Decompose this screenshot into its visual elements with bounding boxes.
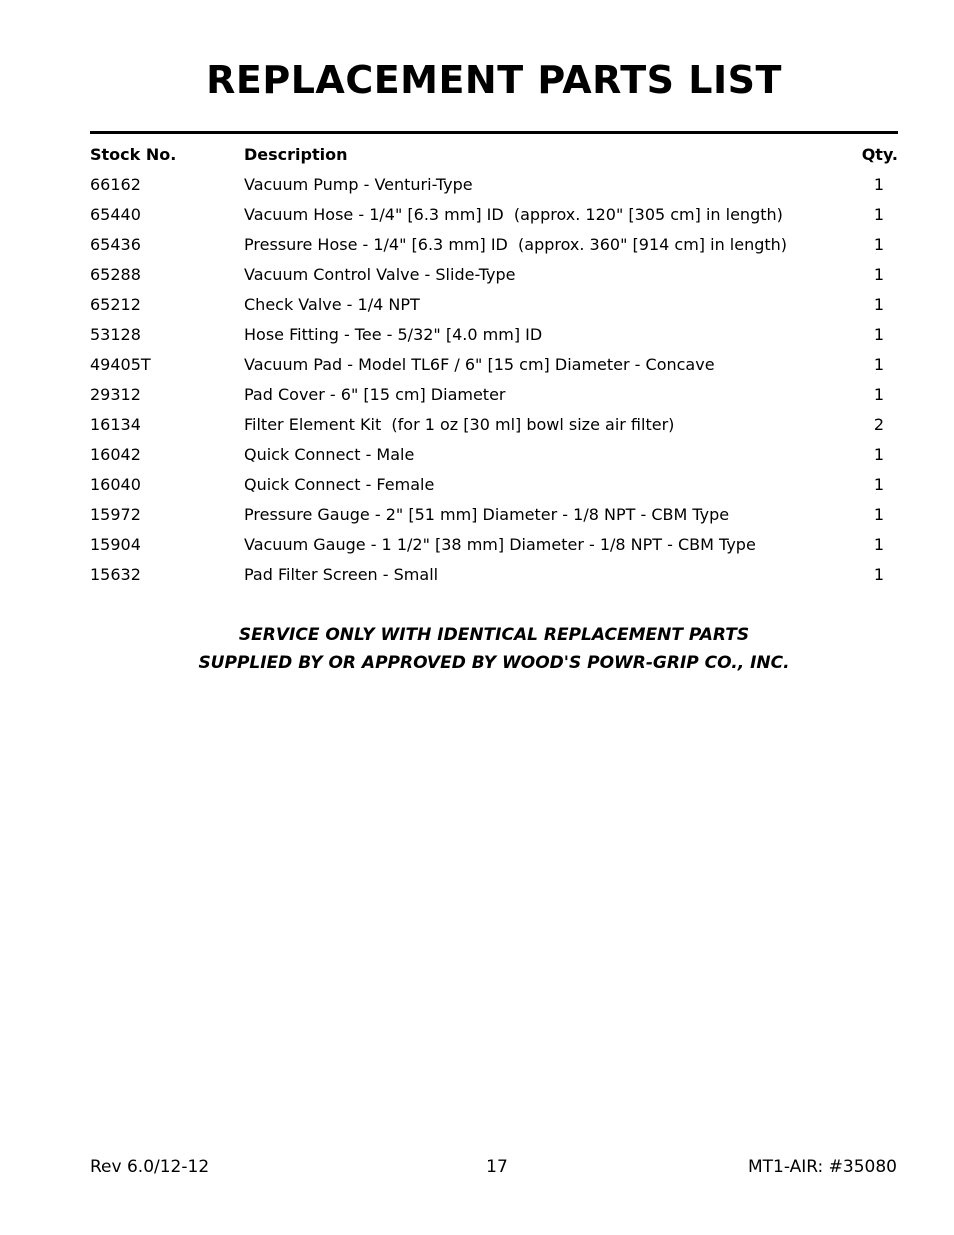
table-row [90,470,898,500]
parts-table [90,140,898,590]
stock-no-cell: 49405T [90,355,151,374]
description-cell: Pressure Hose - 1/4" [6.3 mm] ID (approx. 360" [914 cm] in length) [244,235,788,254]
qty-header: Qty. [861,145,898,164]
qty-cell: 1 [873,295,884,314]
table-row [90,200,898,230]
description-cell: Filter Element Kit (for 1 oz [30 ml] bowl size air filter) [244,415,675,434]
footer-revision: Rev 6.0/12-12 [90,1157,210,1177]
table-row [90,500,898,530]
table-row [90,410,898,440]
qty-cell: 1 [873,265,884,284]
description-cell: Pad Filter Screen - Small [244,565,439,584]
description-cell: Vacuum Control Valve - Slide-Type [244,265,516,284]
table-row [90,350,898,380]
description-cell: Quick Connect - Male [244,445,415,464]
table-row [90,260,898,290]
stock-no-cell: 15972 [90,505,141,524]
qty-cell: 1 [873,385,884,404]
description-cell: Quick Connect - Female [244,475,435,494]
service-notice-line-1: SERVICE ONLY WITH IDENTICAL REPLACEMENT PARTS [238,625,750,645]
page-title: REPLACEMENT PARTS LIST [206,58,782,102]
table-row [90,530,898,560]
qty-cell: 1 [873,355,884,374]
qty-cell: 1 [873,175,884,194]
table-row [90,320,898,350]
description-cell: Vacuum Pad - Model TL6F / 6" [15 cm] Diameter - Concave [244,355,715,374]
footer-model: MT1-AIR: #35080 [747,1157,897,1177]
table-row [90,380,898,410]
description-cell: Vacuum Gauge - 1 1/2" [38 mm] Diameter - 1/8 NPT - CBM Type [244,535,756,554]
header-rule [90,131,898,134]
stock-no-cell: 15632 [90,565,141,584]
qty-cell: 1 [873,445,884,464]
table-row [90,290,898,320]
description-cell: Vacuum Hose - 1/4" [6.3 mm] ID (approx. 120" [305 cm] in length) [244,205,783,224]
qty-cell: 1 [873,475,884,494]
table-body [90,170,898,590]
stock-no-cell: 65288 [90,265,141,284]
description-cell: Pad Cover - 6" [15 cm] Diameter [244,385,506,404]
stock-no-cell: 65440 [90,205,141,224]
table-row [90,440,898,470]
stock-no-cell: 65212 [90,295,141,314]
service-notice-line-2: SUPPLIED BY OR APPROVED BY WOOD'S POWR-GRIP CO., INC. [198,653,790,673]
qty-cell: 1 [873,535,884,554]
stock-no-cell: 65436 [90,235,141,254]
qty-cell: 1 [873,205,884,224]
table-header-row [90,140,898,170]
stock-no-cell: 16040 [90,475,141,494]
table-row [90,560,898,590]
stock-no-cell: 66162 [90,175,141,194]
footer-page-number: 17 [486,1157,508,1177]
table-row [90,170,898,200]
description-cell: Hose Fitting - Tee - 5/32" [4.0 mm] ID [244,325,543,344]
qty-cell: 1 [873,235,884,254]
stock-no-cell: 53128 [90,325,141,344]
description-cell: Check Valve - 1/4 NPT [244,295,420,314]
stock-no-cell: 16134 [90,415,141,434]
description-cell: Pressure Gauge - 2" [51 mm] Diameter - 1/8 NPT - CBM Type [244,505,730,524]
stock-no-cell: 16042 [90,445,141,464]
stock-no-header: Stock No. [90,145,177,164]
description-header: Description [244,145,348,164]
qty-cell: 1 [873,505,884,524]
qty-cell: 1 [873,565,884,584]
qty-cell: 2 [873,415,884,434]
stock-no-cell: 29312 [90,385,141,404]
description-cell: Vacuum Pump - Venturi-Type [244,175,473,194]
stock-no-cell: 15904 [90,535,141,554]
table-row [90,230,898,260]
qty-cell: 1 [873,325,884,344]
